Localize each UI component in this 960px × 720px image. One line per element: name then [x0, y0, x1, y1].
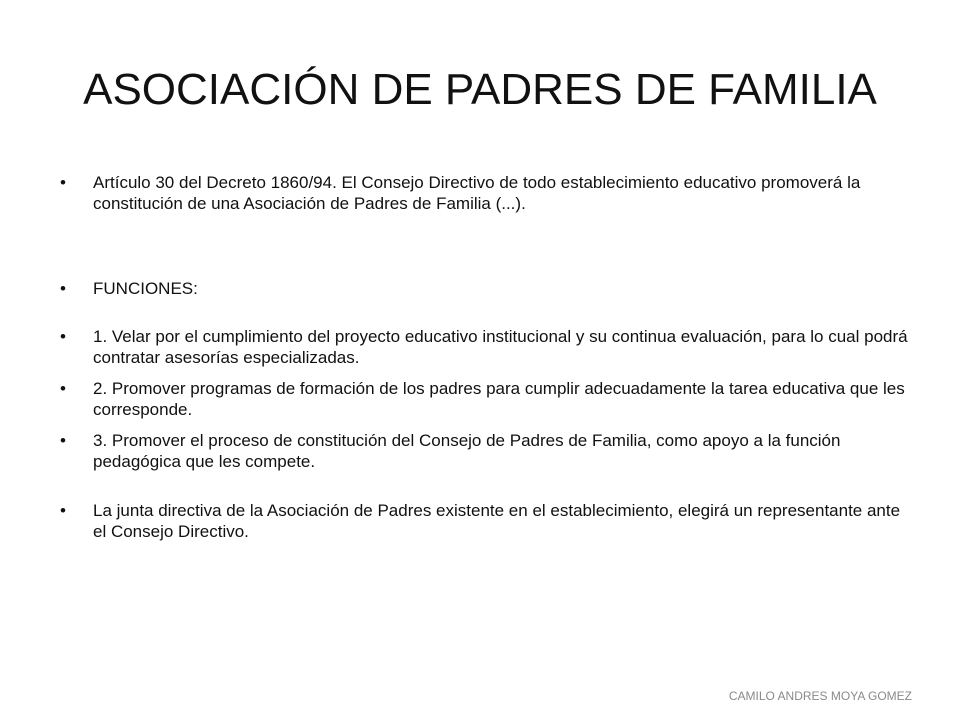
- bullet-item-functions-heading: • FUNCIONES:: [60, 278, 910, 299]
- slide-footer: CAMILO ANDRES MOYA GOMEZ: [728, 689, 912, 703]
- bullet-item-function-3: • 3. Promover el proceso de constitución del Consejo de Padres de Familia, como apoyo a la función pedagógica que les compete.: [60, 430, 910, 472]
- bullet-item-decree: • Artículo 30 del Decreto 1860/94. El Consejo Directivo de todo establecimiento educativo promoverá la constitución de una Asociación de Padres de Familia (...).: [60, 172, 910, 214]
- bullet-list: [60, 172, 910, 542]
- slide-title: ASOCIACIÓN DE PADRES DE FAMILIA: [83, 65, 877, 114]
- bullet-item-board: • La junta directiva de la Asociación de Padres existente en el establecimiento, elegirá un representante ante el Consejo Directivo.: [60, 500, 910, 542]
- bullet-item-function-1: • 1. Velar por el cumplimiento del proyecto educativo institucional y su continua evaluación, para lo cual podrá contratar asesorías especializadas.: [60, 326, 910, 368]
- bullet-item-function-2: • 2. Promover programas de formación de los padres para cumplir adecuadamente la tarea educativa que les corresponde.: [60, 378, 910, 420]
